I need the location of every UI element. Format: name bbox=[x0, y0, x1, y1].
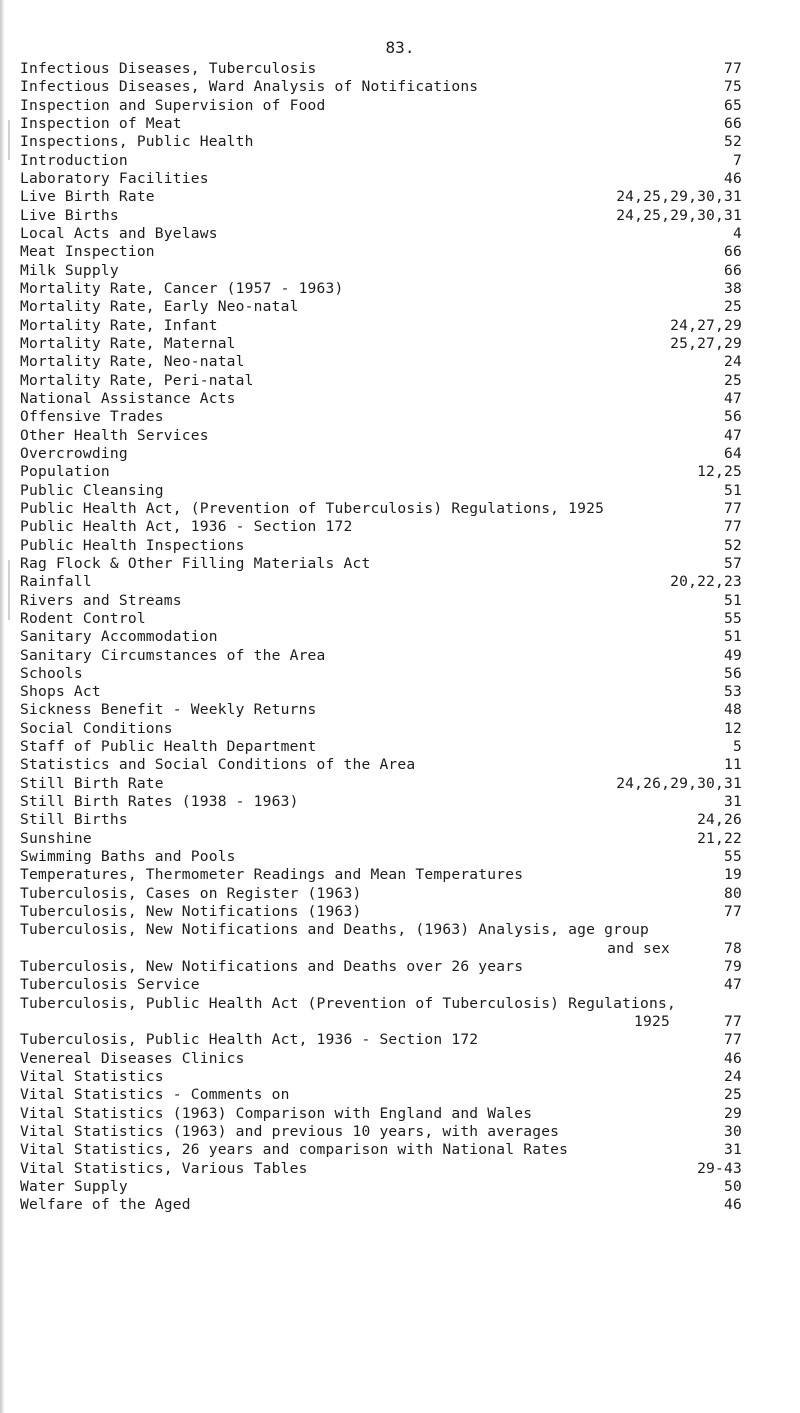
index-entry bbox=[20, 188, 742, 206]
index-entry-pages: 64 bbox=[724, 444, 742, 462]
index-entry-pages: 25,27,29 bbox=[670, 334, 742, 352]
index-entry bbox=[20, 1160, 742, 1178]
index-entry-pages: 77 bbox=[724, 499, 742, 517]
index-entry-label: Vital Statistics, Various Tables bbox=[20, 1159, 308, 1177]
index-entry-label: Temperatures, Thermometer Readings and Mean Temperatures bbox=[20, 866, 524, 884]
index-entry bbox=[20, 317, 742, 335]
index-entry-pages: 80 bbox=[724, 884, 742, 902]
index-entry bbox=[20, 811, 742, 829]
index-entry-label: Vital Statistics - Comments on bbox=[20, 1086, 290, 1104]
index-entry-pages: 24,27,29 bbox=[670, 316, 742, 334]
index-entry bbox=[20, 427, 742, 445]
index-entry-pages: 31 bbox=[724, 1141, 742, 1159]
index-entry bbox=[20, 885, 742, 903]
index-entry bbox=[20, 903, 742, 921]
index-entry bbox=[20, 170, 742, 188]
index-entry-pages: 50 bbox=[724, 1178, 742, 1196]
index-entry-pages: 11 bbox=[724, 756, 742, 774]
index-entry bbox=[20, 152, 742, 170]
index-entry bbox=[20, 500, 742, 518]
index-entry bbox=[20, 830, 742, 848]
index-entry-pages: 65 bbox=[724, 96, 742, 114]
index-entry-label: Infectious Diseases, Tuberculosis bbox=[20, 60, 317, 77]
index-entry bbox=[20, 738, 742, 756]
index-entry bbox=[20, 756, 742, 774]
subject-index bbox=[20, 60, 742, 1215]
index-entry-pages: 25 bbox=[724, 298, 742, 316]
index-entry-label: Public Health Act, 1936 - Section 172 bbox=[20, 518, 353, 536]
index-entry-label: Vital Statistics, 26 years and comparison with National Rates bbox=[20, 1141, 569, 1159]
scan-mark bbox=[8, 560, 10, 620]
index-entry bbox=[20, 390, 742, 408]
index-entry-pages: 46 bbox=[724, 1196, 742, 1214]
index-entry-label: Infectious Diseases, Ward Analysis of Notifications bbox=[20, 78, 479, 96]
index-entry bbox=[20, 408, 742, 426]
index-entry-label: Tuberculosis, New Notifications and Deaths, (1963) Analysis, age group bbox=[20, 921, 650, 939]
index-entry-pages: 66 bbox=[724, 261, 742, 279]
index-entry-pages: 5 bbox=[733, 738, 742, 756]
index-entry-label: Rodent Control bbox=[20, 609, 146, 627]
index-entry-label: Inspection of Meat bbox=[20, 114, 182, 132]
index-entry bbox=[20, 1086, 742, 1104]
index-entry-label: Tuberculosis Service bbox=[20, 976, 200, 994]
index-entry bbox=[20, 628, 742, 646]
index-entry bbox=[20, 921, 742, 958]
index-entry-pages: 24,25,29,30,31 bbox=[616, 206, 742, 224]
index-entry bbox=[20, 353, 742, 371]
index-entry-label: Water Supply bbox=[20, 1178, 128, 1196]
index-entry-pages: 77 bbox=[724, 903, 742, 921]
index-entry bbox=[20, 683, 742, 701]
index-entry-label: Welfare of the Aged bbox=[20, 1196, 191, 1214]
index-entry-pages: 49 bbox=[724, 646, 742, 664]
index-entry bbox=[20, 647, 742, 665]
index-entry bbox=[20, 1141, 742, 1159]
index-entry-label: Still Births bbox=[20, 811, 128, 829]
index-entry-label: Mortality Rate, Maternal bbox=[20, 334, 236, 352]
index-entry-pages: 4 bbox=[733, 224, 742, 242]
index-entry-label: Inspections, Public Health bbox=[20, 133, 254, 151]
index-entry-pages: 66 bbox=[724, 114, 742, 132]
index-entry-label: Meat Inspection bbox=[20, 243, 155, 261]
index-entry-label: National Assistance Acts bbox=[20, 389, 236, 407]
index-entry-label: Mortality Rate, Infant bbox=[20, 316, 218, 334]
index-entry bbox=[20, 537, 742, 555]
index-entry-pages: 31 bbox=[724, 793, 742, 811]
index-entry-pages: 79 bbox=[724, 958, 742, 976]
index-entry bbox=[20, 573, 742, 591]
index-entry-label: Laboratory Facilities bbox=[20, 169, 209, 187]
index-entry-label: Rivers and Streams bbox=[20, 591, 182, 609]
index-entry-label: Live Births bbox=[20, 206, 119, 224]
index-entry-label: Mortality Rate, Early Neo-natal bbox=[20, 298, 299, 316]
index-entry bbox=[20, 995, 742, 1032]
index-entry-pages: 24 bbox=[724, 353, 742, 371]
index-entry-pages: 46 bbox=[724, 169, 742, 187]
index-entry-label: Public Health Inspections bbox=[20, 536, 245, 554]
index-entry bbox=[20, 1050, 742, 1068]
index-entry bbox=[20, 1196, 742, 1214]
index-entry-label: Tuberculosis, Public Health Act (Prevention of Tuberculosis) Regulations, bbox=[20, 994, 676, 1012]
index-entry bbox=[20, 610, 742, 628]
index-entry bbox=[20, 592, 742, 610]
index-entry-label: Rainfall bbox=[20, 573, 92, 591]
index-entry-pages: 24,25,29,30,31 bbox=[616, 188, 742, 206]
index-entry-pages: 20,22,23 bbox=[670, 573, 742, 591]
index-entry-pages: 77 bbox=[724, 60, 742, 77]
index-entry-pages: 29 bbox=[724, 1104, 742, 1122]
index-entry-pages: 77 bbox=[724, 1013, 742, 1031]
index-entry-label: Live Birth Rate bbox=[20, 188, 155, 206]
index-entry-label: Venereal Diseases Clinics bbox=[20, 1049, 245, 1067]
index-entry bbox=[20, 482, 742, 500]
index-entry-pages: 55 bbox=[724, 609, 742, 627]
index-entry bbox=[20, 207, 742, 225]
index-entry bbox=[20, 1068, 742, 1086]
index-entry-label: Public Health Act, (Prevention of Tuberculosis) Regulations, 1925 bbox=[20, 499, 605, 517]
index-entry-label: Vital Statistics (1963) Comparison with England and Wales bbox=[20, 1104, 533, 1122]
index-entry bbox=[20, 720, 742, 738]
index-entry-pages: 21,22 bbox=[697, 829, 742, 847]
index-entry-pages: 38 bbox=[724, 279, 742, 297]
index-entry-label-continuation: 1925 bbox=[634, 1013, 670, 1031]
index-entry bbox=[20, 958, 742, 976]
index-entry bbox=[20, 1123, 742, 1141]
index-entry-pages: 55 bbox=[724, 848, 742, 866]
index-entry bbox=[20, 1178, 742, 1196]
index-entry-label: Offensive Trades bbox=[20, 408, 164, 426]
index-entry bbox=[20, 243, 742, 261]
index-entry-label: Sickness Benefit - Weekly Returns bbox=[20, 701, 317, 719]
index-entry-pages: 48 bbox=[724, 701, 742, 719]
index-entry-pages: 56 bbox=[724, 664, 742, 682]
index-entry-pages: 47 bbox=[724, 976, 742, 994]
index-entry-label: Milk Supply bbox=[20, 261, 119, 279]
index-entry-label: Other Health Services bbox=[20, 426, 209, 444]
index-entry bbox=[20, 262, 742, 280]
index-entry-pages: 51 bbox=[724, 481, 742, 499]
index-entry bbox=[20, 1031, 742, 1049]
index-entry-label: Schools bbox=[20, 664, 83, 682]
index-entry-pages: 78 bbox=[724, 939, 742, 957]
index-entry-label-continuation: and sex bbox=[607, 939, 670, 957]
index-entry bbox=[20, 298, 742, 316]
index-entry-pages: 75 bbox=[724, 78, 742, 96]
index-entry-pages: 47 bbox=[724, 389, 742, 407]
index-entry-pages: 51 bbox=[724, 591, 742, 609]
index-entry-label: Population bbox=[20, 463, 110, 481]
index-entry-pages: 77 bbox=[724, 518, 742, 536]
index-entry bbox=[20, 518, 742, 536]
index-entry-label: Mortality Rate, Peri-natal bbox=[20, 371, 254, 389]
index-entry-label: Tuberculosis, New Notifications and Deaths over 26 years bbox=[20, 958, 524, 976]
index-entry bbox=[20, 1105, 742, 1123]
index-entry-label: Staff of Public Health Department bbox=[20, 738, 317, 756]
index-entry-pages: 24,26 bbox=[697, 811, 742, 829]
page-left-edge bbox=[0, 0, 4, 1413]
index-entry bbox=[20, 280, 742, 298]
index-entry-label: Statistics and Social Conditions of the Area bbox=[20, 756, 416, 774]
index-entry bbox=[20, 793, 742, 811]
index-entry bbox=[20, 555, 742, 573]
index-entry-pages: 51 bbox=[724, 628, 742, 646]
index-entry-pages: 66 bbox=[724, 243, 742, 261]
index-entry bbox=[20, 133, 742, 151]
index-entry-label: Social Conditions bbox=[20, 719, 173, 737]
index-entry-pages: 12,25 bbox=[697, 463, 742, 481]
index-entry-label: Sanitary Accommodation bbox=[20, 628, 218, 646]
index-entry-label: Tuberculosis, Cases on Register (1963) bbox=[20, 884, 362, 902]
index-entry bbox=[20, 60, 742, 78]
page-number: 83. bbox=[385, 38, 415, 57]
index-entry-pages: 24,26,29,30,31 bbox=[616, 774, 742, 792]
index-entry-label: Local Acts and Byelaws bbox=[20, 224, 218, 242]
index-entry-pages: 30 bbox=[724, 1123, 742, 1141]
index-entry-label: Introduction bbox=[20, 151, 128, 169]
index-entry-pages: 52 bbox=[724, 536, 742, 554]
index-entry-pages: 29-43 bbox=[697, 1159, 742, 1177]
index-entry bbox=[20, 445, 742, 463]
index-entry-label: Rag Flock & Other Filling Materials Act bbox=[20, 554, 371, 572]
index-entry-pages: 46 bbox=[724, 1049, 742, 1067]
index-entry-label: Shops Act bbox=[20, 683, 101, 701]
index-entry-label: Sunshine bbox=[20, 829, 92, 847]
index-entry-pages: 57 bbox=[724, 554, 742, 572]
index-entry-pages: 12 bbox=[724, 719, 742, 737]
scan-mark bbox=[8, 120, 10, 160]
index-entry bbox=[20, 665, 742, 683]
index-entry-label: Inspection and Supervision of Food bbox=[20, 96, 326, 114]
index-entry-label: Vital Statistics (1963) and previous 10 years, with averages bbox=[20, 1123, 560, 1141]
index-entry-label: Public Cleansing bbox=[20, 481, 164, 499]
index-entry bbox=[20, 866, 742, 884]
index-entry-pages: 77 bbox=[724, 1031, 742, 1049]
index-entry-label: Still Birth Rate bbox=[20, 774, 164, 792]
index-entry-label: Swimming Baths and Pools bbox=[20, 848, 236, 866]
index-entry-pages: 53 bbox=[724, 683, 742, 701]
index-entry-label: Sanitary Circumstances of the Area bbox=[20, 646, 326, 664]
index-entry bbox=[20, 848, 742, 866]
index-entry-pages: 52 bbox=[724, 133, 742, 151]
index-entry bbox=[20, 335, 742, 353]
index-entry bbox=[20, 775, 742, 793]
index-entry bbox=[20, 225, 742, 243]
index-entry bbox=[20, 372, 742, 390]
index-entry-label: Vital Statistics bbox=[20, 1068, 164, 1086]
index-entry-pages: 7 bbox=[733, 151, 742, 169]
index-entry bbox=[20, 976, 742, 994]
index-entry-pages: 56 bbox=[724, 408, 742, 426]
index-entry-pages: 19 bbox=[724, 866, 742, 884]
index-entry-pages: 24 bbox=[724, 1068, 742, 1086]
index-entry bbox=[20, 701, 742, 719]
index-entry-pages: 47 bbox=[724, 426, 742, 444]
index-entry-label: Overcrowding bbox=[20, 444, 128, 462]
index-entry bbox=[20, 78, 742, 96]
index-entry bbox=[20, 463, 742, 481]
index-entry-label: Still Birth Rates (1938 - 1963) bbox=[20, 793, 299, 811]
index-entry-pages: 25 bbox=[724, 1086, 742, 1104]
index-entry-label: Tuberculosis, Public Health Act, 1936 - Section 172 bbox=[20, 1031, 479, 1049]
index-entry-label: Mortality Rate, Cancer (1957 - 1963) bbox=[20, 279, 344, 297]
index-entry bbox=[20, 115, 742, 133]
index-entry bbox=[20, 97, 742, 115]
index-entry-pages: 25 bbox=[724, 371, 742, 389]
index-entry-label: Tuberculosis, New Notifications (1963) bbox=[20, 903, 362, 921]
index-entry-label: Mortality Rate, Neo-natal bbox=[20, 353, 245, 371]
